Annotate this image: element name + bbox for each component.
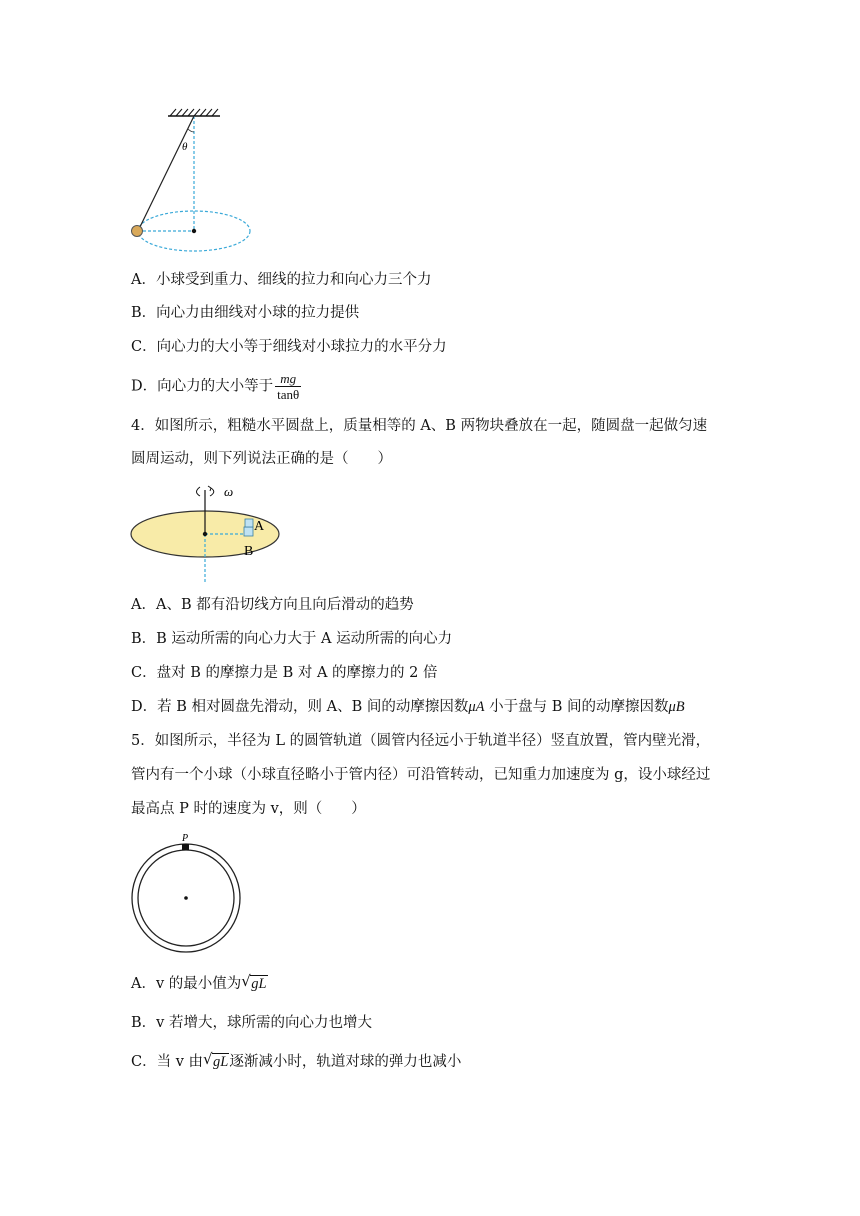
- q4-stem-line1: 4．如图所示，粗糙水平圆盘上，质量相等的 A、B 两物块叠放在一起，随圆盘一起做匀速: [131, 418, 708, 434]
- q4-option-b: B．B 运动所需的向心力大于 A 运动所需的向心力: [131, 631, 453, 647]
- q4-option-d: [131, 697, 685, 717]
- ceiling-hatch: [170, 109, 218, 116]
- q5-stem-line3: 最高点 P 时的速度为 v，则（ ）: [131, 801, 366, 817]
- ball-at-top: [182, 844, 189, 850]
- mu-a: μA: [468, 699, 485, 715]
- q5-option-b: B．v 若增大，球所需的向心力也增大: [131, 1015, 372, 1031]
- ball: [132, 226, 143, 237]
- q3-option-c: C．向心力的大小等于细线对小球拉力的水平分力: [131, 339, 447, 355]
- center-dot: [184, 896, 188, 900]
- q5-option-a-text: A．v 的最小值为: [131, 976, 242, 992]
- q4-stem-line2: 圆周运动，则下列说法正确的是（ ）: [131, 451, 392, 467]
- radicand: gL: [213, 1054, 229, 1070]
- radical-sign-icon: √: [203, 1050, 213, 1068]
- label-b: B: [244, 544, 254, 559]
- fraction-mg-over-tan: [275, 371, 301, 402]
- q3-option-d-text: D．向心力的大小等于: [131, 378, 274, 395]
- center-dot: [192, 229, 196, 233]
- omega-label: ω: [224, 484, 234, 499]
- rotation-arrowhead: [208, 486, 211, 491]
- point-p-label: P: [182, 833, 189, 844]
- q5-option-a: [131, 974, 268, 994]
- q3-option-a: A．小球受到重力、细线的拉力和向心力三个力: [131, 272, 432, 288]
- q3-option-d: [131, 371, 301, 402]
- block-a: [245, 519, 253, 527]
- fraction-denominator: tanθ: [277, 387, 300, 402]
- block-b: [244, 527, 253, 536]
- q4-option-a: A．A、B 都有沿切线方向且向后滑动的趋势: [131, 597, 414, 613]
- rotating-disk-figure: [128, 482, 288, 586]
- angle-arc: [188, 129, 194, 132]
- q4-option-c: C．盘对 B 的摩擦力是 B 对 A 的摩擦力的 2 倍: [131, 665, 438, 681]
- q5-option-c: [131, 1052, 461, 1072]
- q4-option-d-text2: 小于盘与 B 间的动摩擦因数: [484, 699, 669, 715]
- q4-option-d-text1: D．若 B 相对圆盘先滑动，则 A、B 间的动摩擦因数: [131, 699, 469, 715]
- q5-stem-line2: 管内有一个小球（小球直径略小于管内径）可沿管转动，已知重力加速度为 g，设小球经过: [131, 767, 711, 783]
- conical-pendulum-figure: [128, 108, 258, 258]
- radical-sign-icon: √: [241, 972, 251, 990]
- q5-option-c-text2: 逐渐减小时，轨道对球的弹力也减小: [229, 1054, 462, 1070]
- sqrt-gl: [203, 1052, 229, 1072]
- label-a: A: [254, 519, 265, 534]
- sqrt-gl: [241, 974, 267, 994]
- mu-b: μB: [668, 699, 685, 715]
- radicand: gL: [251, 976, 267, 992]
- q3-option-b: B．向心力由细线对小球的拉力提供: [131, 305, 360, 321]
- angle-label: θ: [182, 141, 188, 153]
- circular-tube-figure: [128, 830, 246, 956]
- q5-stem-line1: 5．如图所示，半径为 L 的圆管轨道（圆管内径远小于轨道半径）竖直放置，管内壁光滑，: [131, 733, 711, 749]
- fraction-numerator: mg: [275, 371, 301, 387]
- q5-option-c-text1: C．当 v 由: [131, 1054, 204, 1070]
- center-dot: [203, 532, 207, 536]
